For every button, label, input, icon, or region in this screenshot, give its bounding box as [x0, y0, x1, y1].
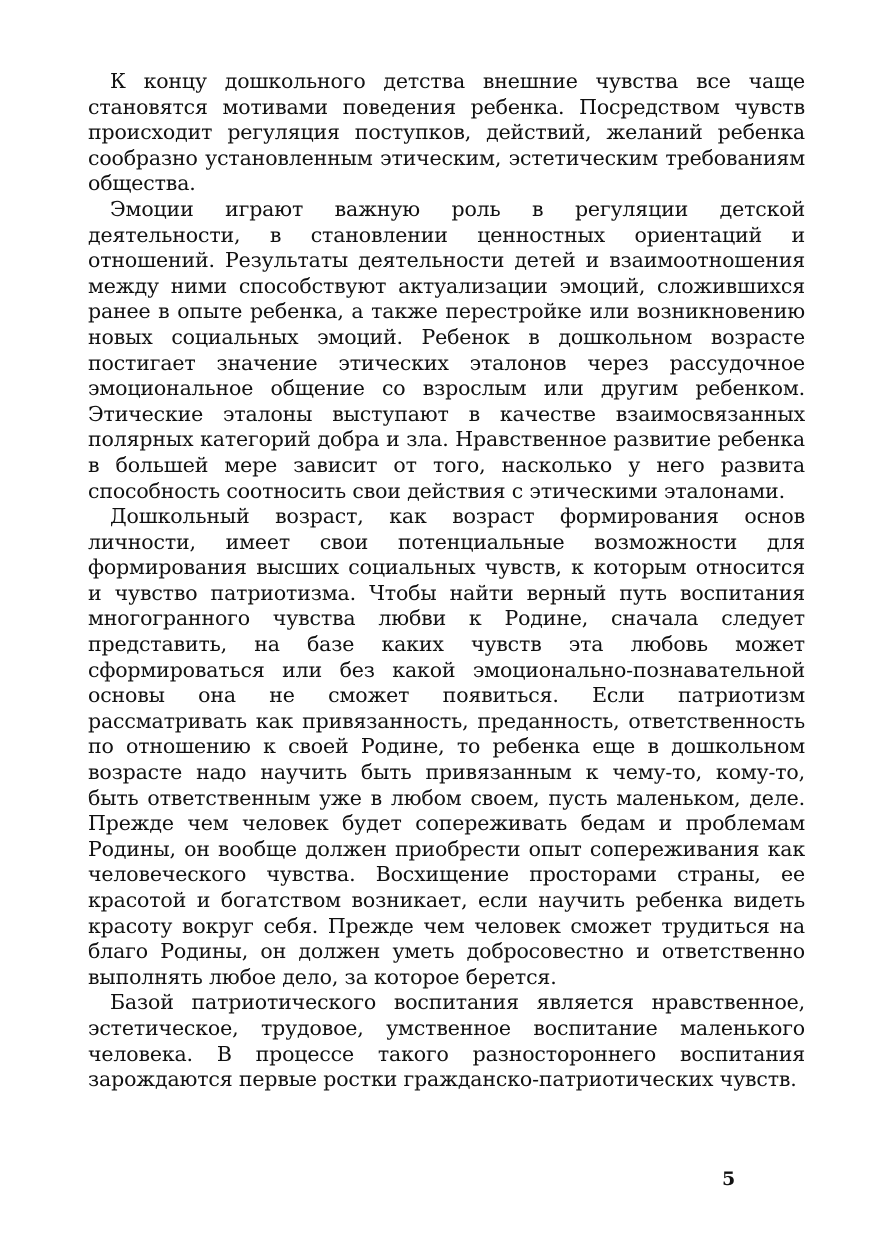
- paragraph-2: Эмоции играют важную роль в регуляции детской деятельности, в становлении ценностных ориентаций и отношений. Результаты деятельности детей и взаимоотношения между ними способствуют актуализации эмоций, сложившихся ранее в опыте ребенка, а также перестройке или возникновению новых социальных эмоций. Ребенок в дошкольном возрасте постигает значение этических эталонов через рассудочное эмоциональное общение со взрослым или другим ребенком. Этические эталоны выступают в качестве взаимосвязанных полярных категорий добра и зла. Нравственное развитие ребенка в большей мере зависит от того, насколько у него развита способность соотносить свои действия с этическими эталонами.: [88, 196, 805, 503]
- page-number: 5: [722, 1168, 736, 1190]
- paragraph-3: Дошкольный возраст, как возраст формирования основ личности, имеет свои потенциальные возможности для формирования высших социальных чувств, к которым относится и чувство патриотизма. Чтобы найти верный путь воспитания многогранного чувства любви к Родине, сначала следует представить, на базе каких чувств эта любовь может сформироваться или без какой эмоционально-познавательной основы она не сможет появиться. Если патриотизм рассматривать как привязанность, преданность, ответственность по отношению к своей Родине, то ребенка еще в дошкольном возрасте надо научить быть привязанным к чему-то, кому-то, быть ответственным уже в любом своем, пусть маленьком, деле. Прежде чем человек будет сопереживать бедам и проблемам Родины, он вообще должен приобрести опыт сопереживания как человеческого чувства. Восхищение просторами страны, ее красотой и богатством возникает, если научить ребенка видеть красоту вокруг себя. Прежде чем человек сможет трудиться на благо Родины, он должен уметь добросовестно и ответственно выполнять любое дело, за которое берется.: [88, 504, 805, 989]
- body-text: [88, 69, 805, 1093]
- paragraph-1: К концу дошкольного детства внешние чувства все чаще становятся мотивами поведения ребенка. Посредством чувств происходит регуляция поступков, действий, желаний ребенка сообразно установленным этическим, эстетическим требованиям общества.: [88, 69, 805, 196]
- paragraph-4: Базой патриотического воспитания является нравственное, эстетическое, трудовое, умственное воспитание маленького человека. В процессе такого разностороннего воспитания зарождаются первые ростки гражданско-патриотических чувств.: [88, 990, 805, 1092]
